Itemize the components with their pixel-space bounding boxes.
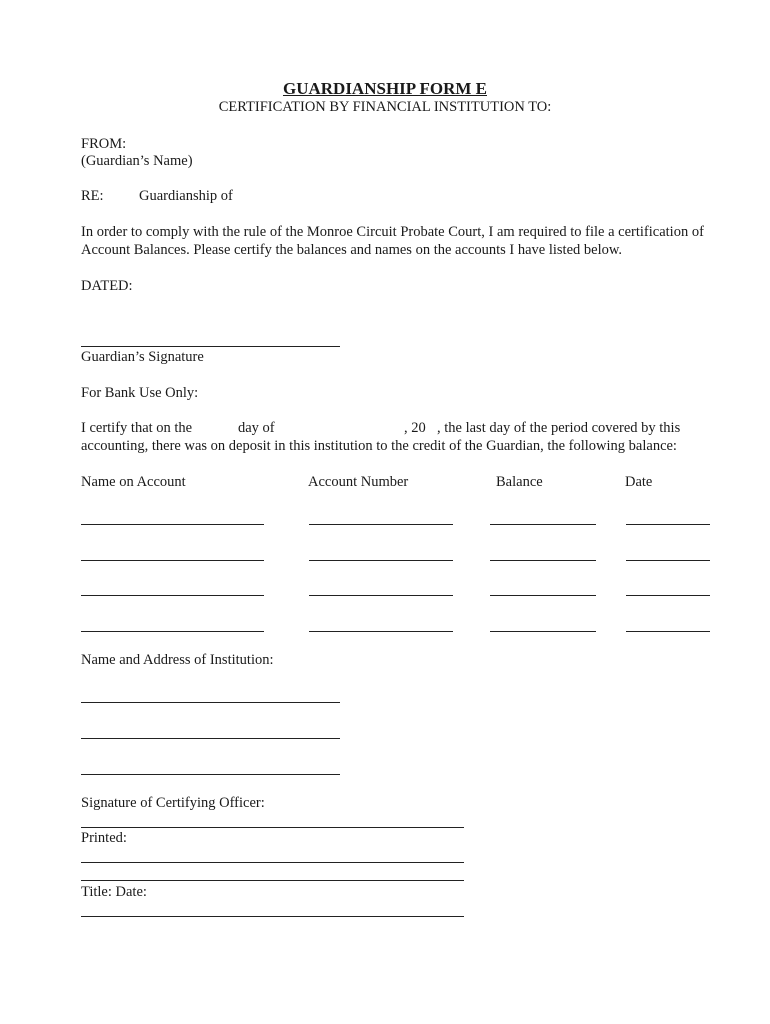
guardian-signature-label: Guardian’s Signature	[81, 349, 204, 365]
account-name-line-3[interactable]	[81, 595, 264, 596]
intro-line-1: In order to comply with the rule of the Monroe Circuit Probate Court, I am required to file a certification of	[81, 224, 704, 240]
certify-part-3: , 20	[404, 420, 426, 436]
form-subtitle: CERTIFICATION BY FINANCIAL INSTITUTION TO:	[218, 99, 552, 115]
date-line-2[interactable]	[626, 560, 710, 561]
header-account-number: Account Number	[308, 474, 409, 490]
institution-line-2[interactable]	[81, 738, 340, 739]
account-number-line-4[interactable]	[309, 631, 453, 632]
certify-part-2: day of	[238, 420, 275, 436]
header-balance: Balance	[496, 474, 543, 490]
title-date-label: Title: Date:	[81, 884, 147, 900]
institution-line-1[interactable]	[81, 702, 340, 703]
date-line-4[interactable]	[626, 631, 710, 632]
header-name-on-account: Name on Account	[81, 474, 186, 490]
bank-use-label: For Bank Use Only:	[81, 385, 199, 401]
guardian-name-label: (Guardian’s Name)	[81, 153, 193, 169]
account-number-line-3[interactable]	[309, 595, 453, 596]
balance-line-4[interactable]	[490, 631, 596, 632]
balance-line-1[interactable]	[490, 524, 596, 525]
certify-part-4: , the last day of the period covered by this	[437, 420, 681, 436]
from-label: FROM:	[81, 136, 127, 152]
guardian-signature-line[interactable]	[81, 346, 340, 347]
form-title: GUARDIANSHIP FORM E	[282, 79, 487, 98]
institution-line-3[interactable]	[81, 774, 340, 775]
account-name-line-2[interactable]	[81, 560, 264, 561]
balance-line-3[interactable]	[490, 595, 596, 596]
title-date-line[interactable]	[81, 916, 464, 917]
balance-line-2[interactable]	[490, 560, 596, 561]
date-line-1[interactable]	[626, 524, 710, 525]
date-line-3[interactable]	[626, 595, 710, 596]
certify-part-1: I certify that on the	[81, 420, 193, 436]
certify-line-2: accounting, there was on deposit in this institution to the credit of the Guardian, the following balance:	[81, 438, 677, 454]
officer-signature-line[interactable]	[81, 827, 464, 828]
account-name-line-1[interactable]	[81, 524, 264, 525]
printed-label: Printed:	[81, 830, 127, 846]
printed-line-2[interactable]	[81, 880, 464, 881]
dated-label: DATED:	[81, 278, 133, 294]
account-number-line-2[interactable]	[309, 560, 453, 561]
intro-line-2: Account Balances. Please certify the balances and names on the accounts I have listed below.	[81, 242, 622, 258]
re-label: RE:	[81, 188, 104, 204]
account-number-line-1[interactable]	[309, 524, 453, 525]
re-value: Guardianship of	[139, 188, 233, 204]
officer-signature-label: Signature of Certifying Officer:	[81, 795, 265, 811]
printed-line-1[interactable]	[81, 862, 464, 863]
header-date: Date	[625, 474, 653, 490]
account-name-line-4[interactable]	[81, 631, 264, 632]
institution-label: Name and Address of Institution:	[81, 652, 274, 668]
